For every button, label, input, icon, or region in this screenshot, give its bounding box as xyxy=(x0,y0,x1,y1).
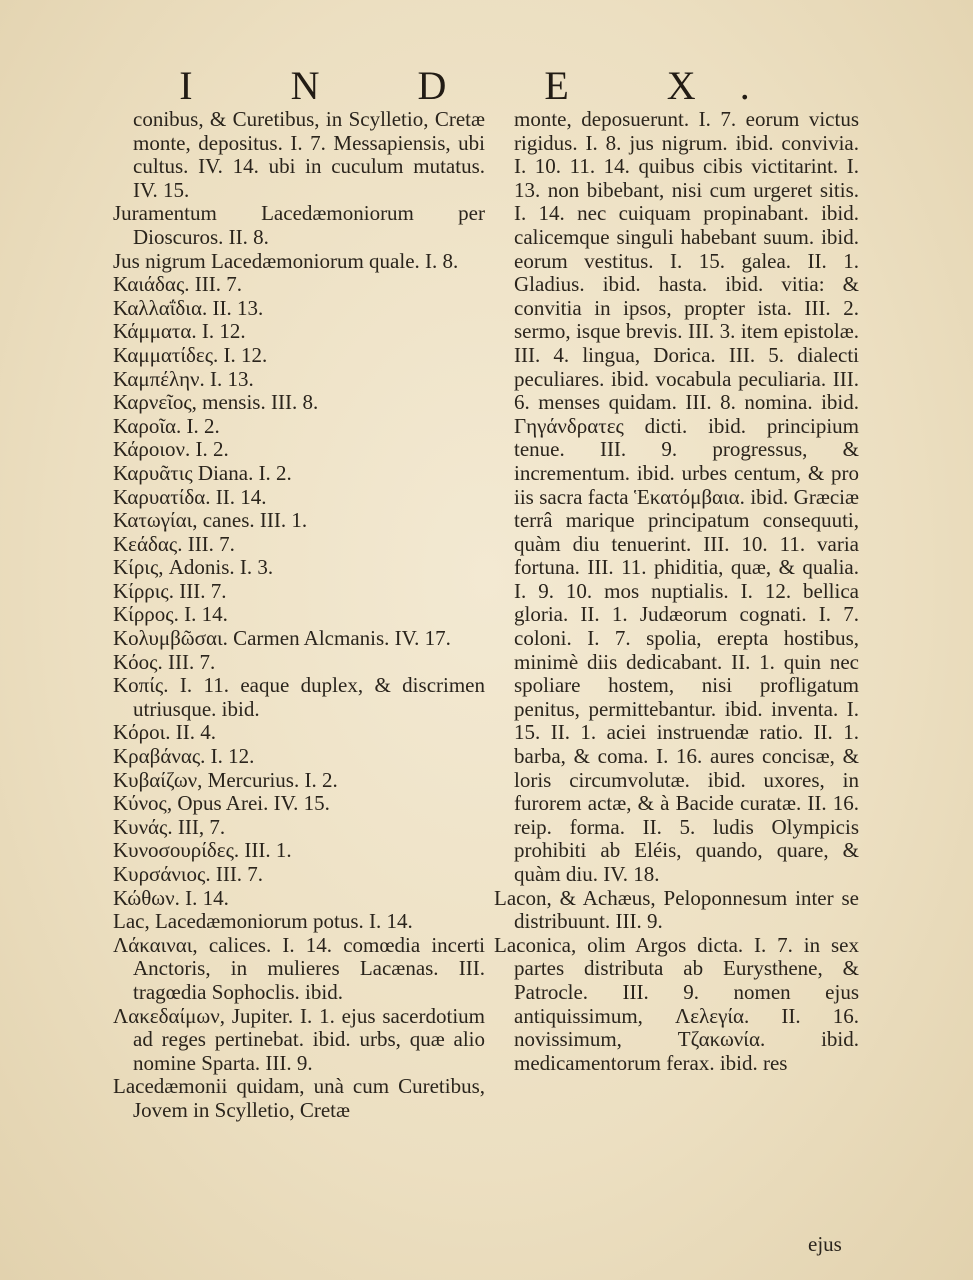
index-entry: Κάροιον. I. 2. xyxy=(113,437,229,462)
index-entry: Καμπέλην. I. 13. xyxy=(113,366,254,391)
index-entry: Κυβαίζων, Mercurius. I. 2. xyxy=(113,767,338,792)
index-entry: Κίρρις. III. 7. xyxy=(113,578,227,603)
index-entry: Κεάδας. III. 7. xyxy=(113,531,235,556)
index-entry: Juramentum Lacedæmoniorum per Dioscuros. II. 8. xyxy=(113,201,485,249)
index-entry: Καρυᾶτις Diana. I. 2. xyxy=(113,460,292,485)
index-entry: Κάμματα. I. 12. xyxy=(113,319,246,344)
page-title: I N D E X. xyxy=(179,63,794,108)
index-entry: Κυνάς. III, 7. xyxy=(113,814,226,839)
index-entry: Λάκαιναι, calices. I. 14. comœdia incerti Anctoris, in mulieres Lacænas. III. tragœdia Sophoclis. ibid. xyxy=(113,932,485,1004)
index-entry: Καιάδας. III. 7. xyxy=(113,272,242,297)
index-entry: Λακεδαίμων, Jupiter. I. 1. ejus sacerdotium ad reges pertinebat. ibid. urbs, quæ alio nomine Sparta. III. 9. xyxy=(113,1003,485,1075)
index-entry: conibus, & Curetibus, in Scylletio, Cretæ monte, depositus. I. 7. Messapiensis, ubi cultus. IV. 14. ubi in cuculum mutatus. IV. 15. xyxy=(133,107,485,202)
index-entry: Lacon, & Achæus, Peloponnesum inter se distribuunt. III. 9. xyxy=(494,885,859,934)
index-entry: Καλλαΐδια. II. 13. xyxy=(113,295,264,320)
index-column-left xyxy=(113,108,485,1123)
index-entry: Κύνος, Opus Arei. IV. 15. xyxy=(113,791,330,816)
index-entry: Καρνεῖος, mensis. III. 8. xyxy=(113,390,319,415)
index-column-right xyxy=(494,108,859,1075)
index-entry: Κώθων. I. 14. xyxy=(113,885,229,910)
catchword: ejus xyxy=(808,1232,842,1256)
index-entry: Laconica, olim Argos dicta. I. 7. in sex partes distributa ab Eurysthene, & Patrocle. III. 9. nomen ejus antiquissimum, Λελεγία. II. 16. novissimum, Τζακωνία. ibid. medicamentorum ferax. ibid. res xyxy=(494,932,859,1075)
index-entry: Κυνοσουρίδες. III. 1. xyxy=(113,838,292,863)
index-entry: Κολυμβῶσαι. Carmen Alcmanis. IV. 17. xyxy=(113,626,451,651)
index-entry: Κοπίς. I. 11. eaque duplex, & discrimen utriusque. ibid. xyxy=(113,673,485,721)
index-entry: Κόος. III. 7. xyxy=(113,649,216,674)
index-entry: Κραβάνας. I. 12. xyxy=(113,744,255,769)
index-entry: Lacedæmonii quidam, unà cum Curetibus, Jovem in Scylletio, Cretæ xyxy=(113,1074,485,1122)
index-entry: Καροῖα. I. 2. xyxy=(113,413,220,438)
index-entry: Κατωγίαι, canes. III. 1. xyxy=(113,508,308,533)
index-entry: Κυρσάνιος. III. 7. xyxy=(113,862,264,886)
index-entry: Κόροι. II. 4. xyxy=(113,720,217,745)
index-entry: Jus nigrum Lacedæmoniorum quale. I. 8. xyxy=(113,248,459,273)
index-entry: monte, deposuerunt. I. 7. eorum victus rigidus. I. 8. jus nigrum. ibid. convivia. I. 10. 11. 14. quibus cibis victitarint. I. 13. non bibebant, nisi cum urgeret sitis. I. 14. nec cuiquam propinabant. ibid. calicemque singuli habebant suum. ibid. eorum vestitus. I. 15. galea. II. 1. Gladius. ibid. hasta. ibid. vitia: & convitia in ipsos, propter ista. III. 2. sermo, isque brevis. III. 3. item epistolæ. III. 4. lingua, Dorica. III. 5. dialecti peculiares. ibid. vocabula peculiaria. III. 6. menses quidam. III. 8. nomina. ibid. Γηγάνδρατες dicti. ibid. principium tenue. III. 9. progressus, & incrementum. ibid. urbes centum, & pro iis sacra facta Ἑκατόμβαια. ibid. Græciæ terrâ marique principatum consequuti, quàm diu tenuerint. III. 10. 11. varia fortuna. III. 11. phiditia, quæ, & qualia. I. 9. 10. mos nuptialis. I. 12. bellica gloria. II. 1. Judæorum cognati. I. 7. coloni. I. 7. spolia, erepta hostibus, minimè diis dedicabant. II. 1. quin nec spoliare hostem, nisi profligatum penitus, permittebantur. ibid. inventa. I. 15. II. 1. aciei instruendæ ratio. II. 1. barba, & coma. I. 16. aures concisæ, & loris circumvolutæ. ibid. uxores, in furorem actæ, & à Bacide curatæ. II. 16. reip. forma. II. 5. ludis Olympicis prohibiti ab Eléis, quando, quare, & quàm diu. IV. 18. xyxy=(514,107,859,886)
index-entry: Κίρις, Adonis. I. 3. xyxy=(113,555,274,580)
index-entry: Καμματίδες. I. 12. xyxy=(113,342,268,367)
index-entry: Κίρρος. I. 14. xyxy=(113,602,228,627)
index-entry: Lac, Lacedæmoniorum potus. I. 14. xyxy=(113,909,413,934)
index-entry: Καρυατίδα. II. 14. xyxy=(113,484,267,509)
